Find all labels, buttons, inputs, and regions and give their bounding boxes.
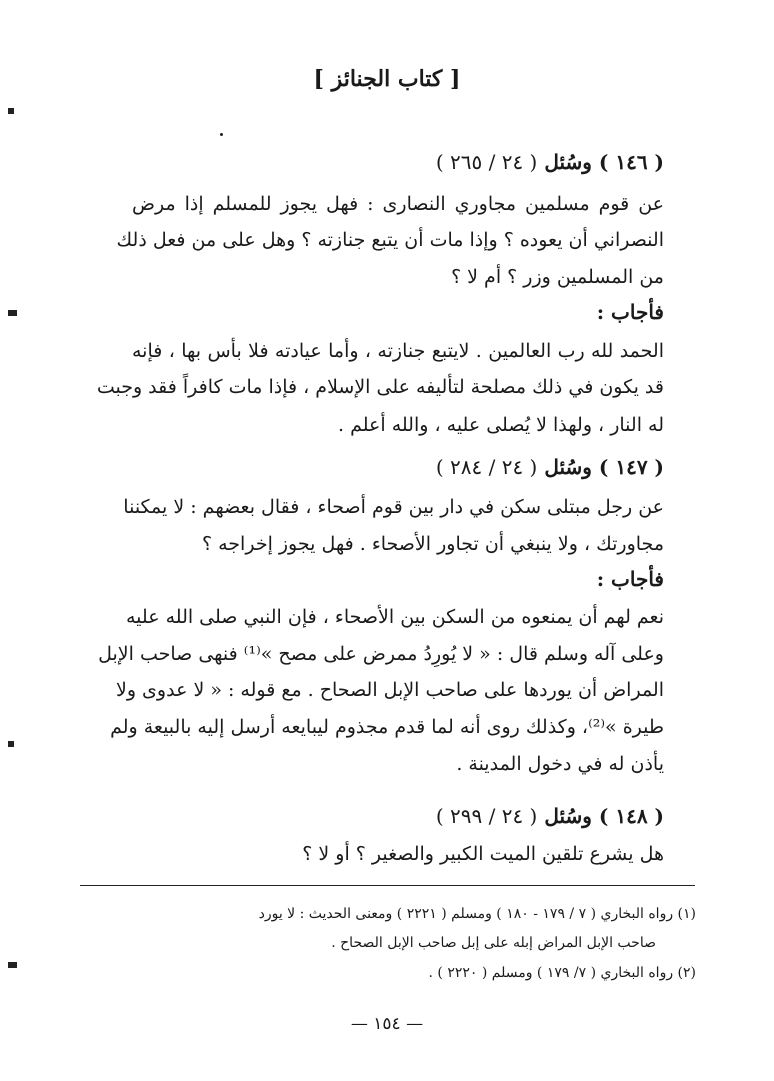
- question-147-heading: [436, 455, 664, 479]
- question-text-line: هل يشرع تلقين الميت الكبير والصغير ؟ أو لا ؟: [302, 843, 664, 865]
- question-text-line: من المسلمين وزر ؟ أم لا ؟: [451, 266, 664, 288]
- question-text-line: عن رجل مبتلى سكن في دار بين قوم أصحاء ، فقال بعضهم : لا يمكننا: [123, 496, 664, 518]
- answer-text-line: له النار ، ولهذا لا يُصلى عليه ، والله أعلم .: [338, 414, 664, 436]
- answer-label: فأجاب :: [596, 300, 664, 324]
- margin-mark: [8, 741, 14, 747]
- question-reference: ( ٢٤ / ٢٩٩ ): [435, 804, 538, 828]
- question-reference: ( ٢٤ / ٢٦٥ ): [435, 150, 538, 174]
- question-text-line: عن قوم مسلمين مجاوري النصارى : فهل يجوز للمسلم إذا مرض: [132, 193, 664, 215]
- question-number: ( ١٤٦ ) وسُئل: [544, 150, 664, 174]
- answer-text-line: الحمد لله رب العالمين . لايتبع جنازته ، وأما عيادته فلا بأس بها ، فإنه: [132, 340, 664, 362]
- answer-text-line: قد يكون في ذلك مصلحة لتأليفه على الإسلام ، فإذا مات كافراً فقد وجبت: [96, 376, 664, 398]
- question-text-line: مجاورتك ، ولا ينبغي أن تجاور الأصحاء . فهل يجوز إخراجه ؟: [202, 533, 664, 555]
- footnote-2: (٢) رواه البخاري ( ٧/ ١٧٩ ) ومسلم ( ٢٢٢٠ ) .: [428, 965, 696, 981]
- speck: [220, 133, 223, 136]
- page-number: — ١٥٤ —: [350, 1014, 424, 1034]
- margin-mark: [8, 962, 17, 968]
- margin-mark: [8, 108, 14, 114]
- question-reference: ( ٢٤ / ٢٨٤ ): [435, 455, 538, 479]
- answer-text-line: طيرة »⁽²⁾، وكذلك روى أنه لما قدم مجذوم ليبايعه أرسل إليه بالبيعة ولم: [110, 716, 664, 738]
- footnote-1-continued: صاحب الإبل المراض إبله على إبل صاحب الإبل الصحاح .: [331, 935, 656, 951]
- answer-label: فأجاب :: [596, 567, 664, 591]
- question-number: ( ١٤٨ ) وسُئل: [544, 804, 664, 828]
- answer-text-line: نعم لهم أن يمنعوه من السكن بين الأصحاء ، فإن النبي صلى الله عليه: [126, 606, 664, 628]
- question-number: ( ١٤٧ ) وسُئل: [544, 455, 664, 479]
- footnote-separator: [80, 885, 695, 886]
- question-146-heading: [436, 150, 664, 174]
- chapter-title: [ كتاب الجنائز ]: [313, 66, 461, 92]
- answer-text-line: يأذن له في دخول المدينة .: [456, 753, 664, 775]
- margin-mark: [8, 310, 17, 316]
- footnote-1: (١) رواه البخاري ( ٧ / ١٧٩ - ١٨٠ ) ومسلم ( ٢٢٢١ ) ومعنى الحديث : لا يورد: [258, 906, 696, 922]
- question-148-heading: [436, 804, 664, 828]
- question-text-line: النصراني أن يعوده ؟ وإذا مات أن يتبع جنازته ؟ وهل على من فعل ذلك: [116, 229, 664, 251]
- answer-text-line: وعلى آله وسلم قال : « لا يُورِدُ ممرض على مصح »⁽¹⁾ فنهى صاحب الإبل: [98, 643, 664, 665]
- answer-text-line: المراض أن يوردها على صاحب الإبل الصحاح . مع قوله : « لا عدوى ولا: [116, 679, 664, 701]
